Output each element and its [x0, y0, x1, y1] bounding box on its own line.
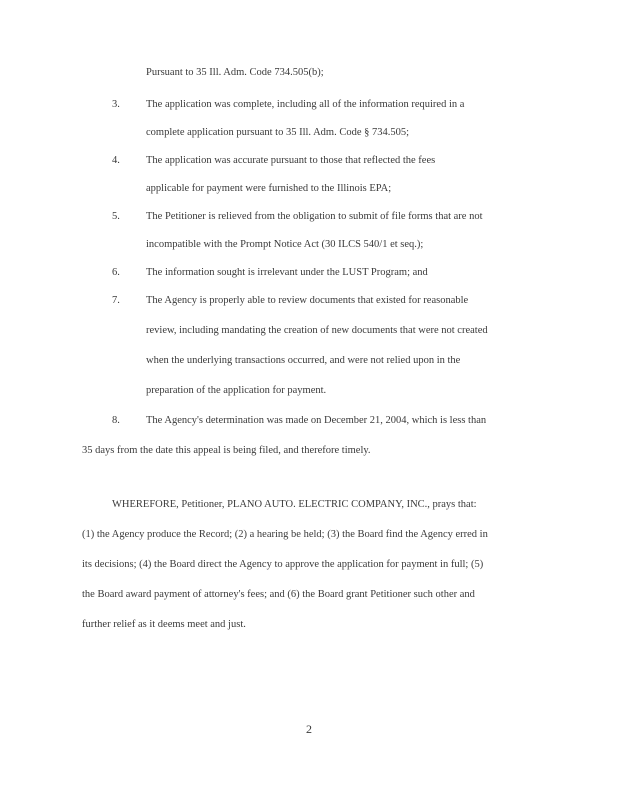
closing-line-1: WHEREFORE, Petitioner, PLANO AUTO. ELECTRIC COMPANY, INC., prays that:	[112, 499, 477, 510]
item-7-line-3: when the underlying transactions occurred, and were not relied upon in the	[146, 355, 461, 366]
intro-line: Pursuant to 35 Ill. Adm. Code 734.505(b);	[146, 67, 324, 78]
item-7-line-1: The Agency is properly able to review documents that existed for reasonable	[146, 295, 469, 306]
item-7-line-2: review, including mandating the creation of new documents that were not created	[146, 325, 488, 336]
closing-line-2: (1) the Agency produce the Record; (2) a hearing be held; (3) the Board find the Agency erred in	[82, 529, 488, 540]
item-5-line-2: incompatible with the Prompt Notice Act (30 ILCS 540/1 et seq.);	[146, 239, 424, 250]
item-marker-3: 3.	[112, 99, 120, 110]
item-marker-6: 6.	[112, 267, 120, 278]
item-marker-4: 4.	[112, 155, 120, 166]
paragraph-8-line-1: The Agency's determination was made on December 21, 2004, which is less than	[146, 415, 487, 426]
closing-line-5: further relief as it deems meet and just.	[82, 619, 246, 630]
item-marker-8: 8.	[112, 415, 120, 426]
paragraph-8-line-2: 35 days from the date this appeal is being filed, and therefore timely.	[82, 445, 371, 456]
item-4-line-2: applicable for payment were furnished to the Illinois EPA;	[146, 183, 392, 194]
item-5-line-1: The Petitioner is relieved from the obligation to submit of file forms that are not	[146, 211, 483, 222]
closing-line-3: its decisions; (4) the Board direct the Agency to approve the application for payment in full; (5)	[82, 559, 484, 570]
item-3-line-1: The application was complete, including all of the information required in a	[146, 99, 465, 110]
item-3-line-2: complete application pursuant to 35 Ill. Adm. Code § 734.505;	[146, 127, 410, 138]
item-6-line-1: The information sought is irrelevant under the LUST Program; and	[146, 267, 428, 278]
item-4-line-1: The application was accurate pursuant to those that reflected the fees	[146, 155, 436, 166]
item-7-line-4: preparation of the application for payment.	[146, 385, 327, 396]
item-marker-7: 7.	[112, 295, 120, 306]
page-number: 2	[306, 722, 312, 736]
item-marker-5: 5.	[112, 211, 120, 222]
closing-line-4: the Board award payment of attorney's fees; and (6) the Board grant Petitioner such other and	[82, 589, 475, 600]
